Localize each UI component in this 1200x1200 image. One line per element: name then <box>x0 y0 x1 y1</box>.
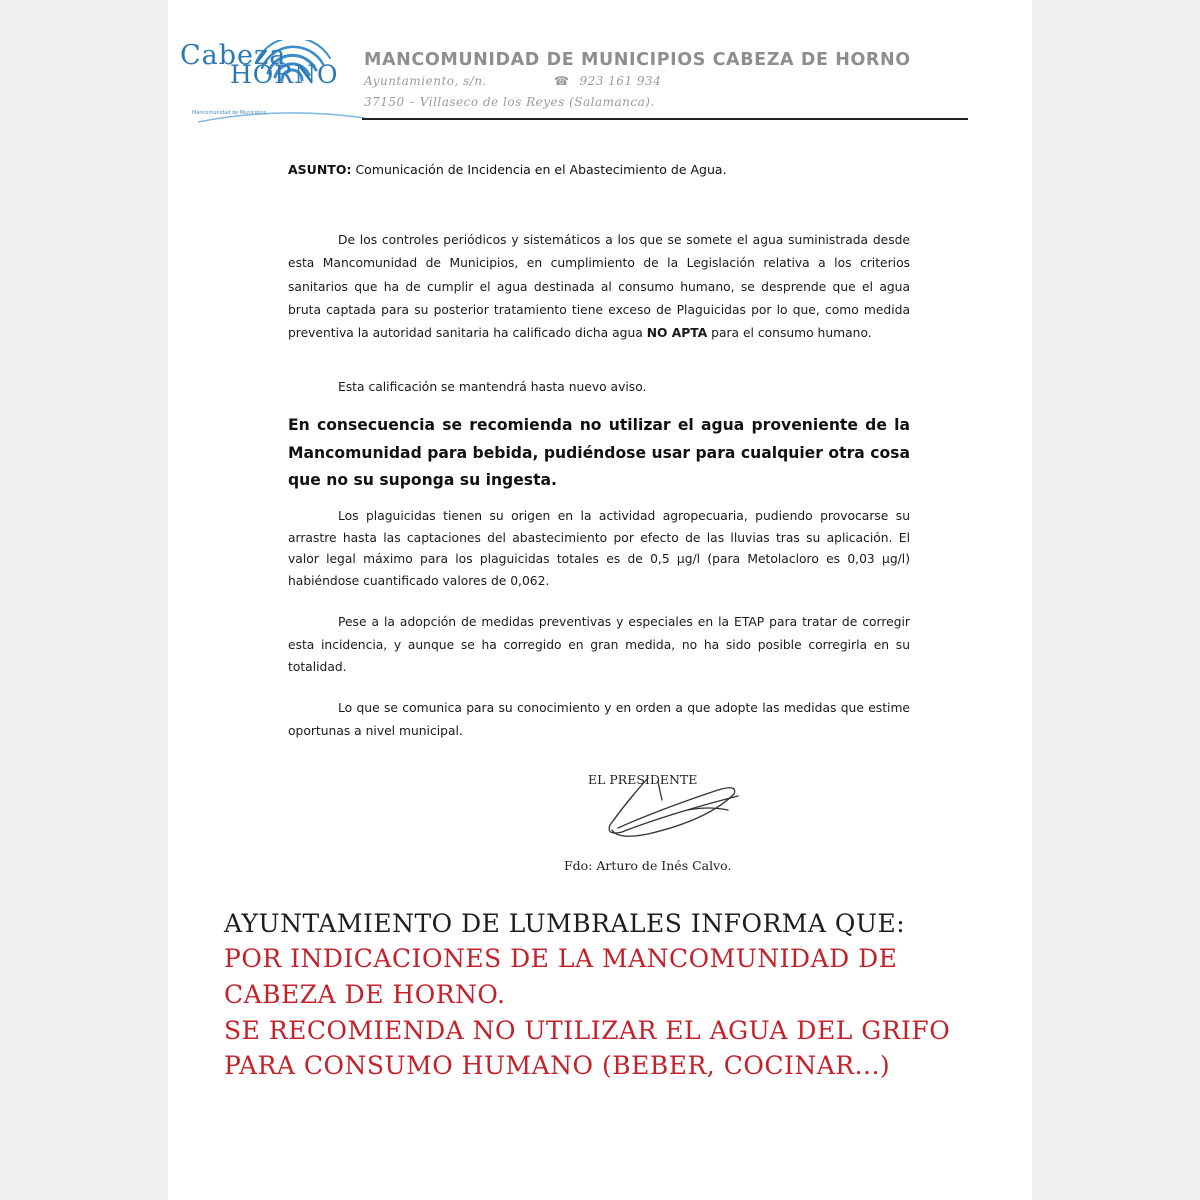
notice-line: SE RECOMIENDA NO UTILIZAR EL AGUA DEL GRIFO <box>224 1016 951 1045</box>
logo-text: Cabeza <box>180 40 287 71</box>
paragraph: Los plaguicidas tienen su origen en la actividad agropecuaria, pudiendo provocarse su arrastre hasta las captaciones del abastecimiento por efecto de las lluvias tras su aplicación. El valor legal máximo para los plaguicidas totales es de 0,5 µg/l (para Metolacloro es 0,03 µg/l) habiéndose cuantificado valores de 0,062. <box>288 509 910 588</box>
address-line: 37150 – Villaseco de los Reyes (Salamanca). <box>364 95 655 109</box>
paragraph-text: para el consumo humano. <box>711 326 872 341</box>
document-page <box>168 0 1032 1200</box>
phone-text: 923 161 934 <box>579 74 662 88</box>
notice-line: POR INDICACIONES DE LA MANCOMUNIDAD DE <box>224 944 898 973</box>
logo-text: HORNO <box>230 60 339 89</box>
left-margin <box>0 0 168 1200</box>
paragraph: Lo que se comunica para su conocimiento y en orden a que adopte las medidas que estime oportunas a nivel municipal. <box>288 701 910 738</box>
paragraph: Esta calificación se mantendrá hasta nuevo aviso. <box>338 380 647 394</box>
phone-number <box>554 74 661 88</box>
notice-title: AYUNTAMIENTO DE LUMBRALES INFORMA QUE: <box>224 909 906 938</box>
phone-icon: ☎ <box>554 74 570 88</box>
right-margin <box>1032 0 1200 1200</box>
paragraph <box>288 229 910 345</box>
president-label: EL PRESIDENTE <box>588 772 698 787</box>
address-line: Ayuntamiento, s/n. <box>364 74 487 88</box>
no-apta-emphasis: NO APTA <box>646 326 708 341</box>
subject-label: ASUNTO: <box>288 162 352 177</box>
header-divider <box>362 118 968 120</box>
recommendation-paragraph: En consecuencia se recomienda no utilizar el agua proveniente de la Mancomunidad para bebida, pudiéndose usar para cualquier otra cosa que no su suponga su ingesta. <box>288 416 910 489</box>
signed-by: Fdo: Arturo de Inés Calvo. <box>564 858 732 873</box>
notice-line: CABEZA DE HORNO. <box>224 980 506 1009</box>
subject-text: Comunicación de Incidencia en el Abastecimiento de Agua. <box>355 162 727 177</box>
paragraph-text: De los controles periódicos y sistemáticos a los que se somete el agua suministrada desde esta Mancomunidad de Municipios, en cumplimiento de la Legislación relativa a los criterios sanitarios que ha de cumplir el agua destinada al consumo humano, se desprende que el agua bruta captada para su posterior tratamiento tiene exceso de Plaguicidas por lo que, como medida preventiva la autoridad sanitaria ha calificado dicha agua <box>288 233 910 341</box>
logo-subtitle: Mancomunidad de Municipios <box>192 110 267 116</box>
organization-name: MANCOMUNIDAD DE MUNICIPIOS CABEZA DE HORNO <box>364 50 911 70</box>
subject-line <box>288 162 727 177</box>
paragraph: Pese a la adopción de medidas preventivas y especiales en la ETAP para tratar de corregir esta incidencia, y aunque se ha corregido en gran medida, no ha sido posible corregirla en su totalidad. <box>288 615 910 674</box>
notice-line: PARA CONSUMO HUMANO (BEBER, COCINAR...) <box>224 1051 891 1080</box>
signature-icon <box>588 770 758 850</box>
